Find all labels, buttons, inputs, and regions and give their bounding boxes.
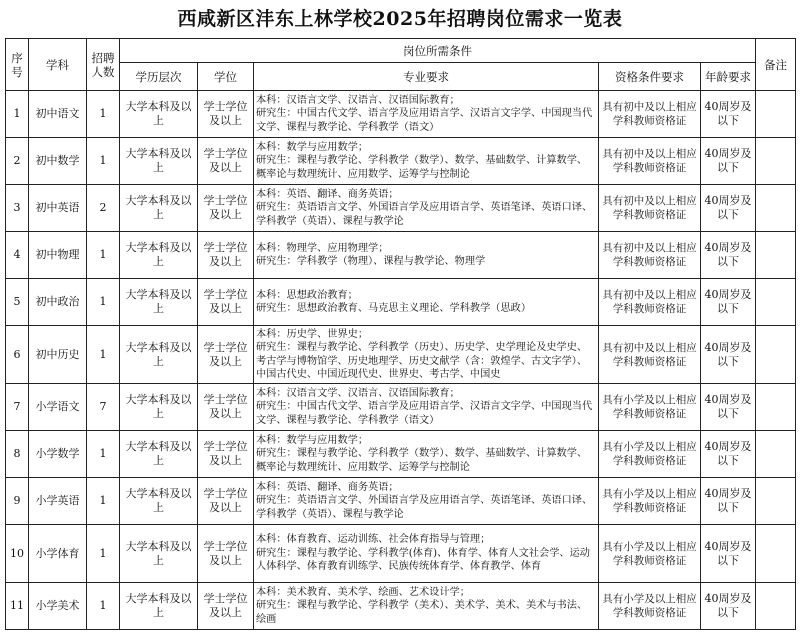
row-count: 1 <box>87 525 120 583</box>
major-line: 本科：数学与应用数学； <box>256 434 369 446</box>
header-count: 招聘人数 <box>87 39 120 91</box>
row-education: 大学本科及以上 <box>120 583 198 630</box>
row-subject: 初中历史 <box>29 326 87 384</box>
row-education: 大学本科及以上 <box>120 185 198 232</box>
table-row <box>6 583 796 630</box>
row-subject: 小学体育 <box>29 525 87 583</box>
major-line: 本科：体育教育、运动训练、社会体育指导与管理； <box>256 534 491 546</box>
row-count: 1 <box>87 232 120 279</box>
header-seq: 序号 <box>6 39 29 91</box>
row-seq: 1 <box>6 91 29 138</box>
row-education: 大学本科及以上 <box>120 525 198 583</box>
table-body <box>6 91 796 630</box>
row-major <box>254 583 599 630</box>
table-row <box>6 525 796 583</box>
row-education: 大学本科及以上 <box>120 431 198 478</box>
row-seq: 5 <box>6 279 29 326</box>
row-subject: 初中政治 <box>29 279 87 326</box>
row-qualification: 具有小学及以上相应学科教师资格证 <box>599 583 701 630</box>
row-remark <box>756 279 796 326</box>
row-seq: 10 <box>6 525 29 583</box>
row-seq: 9 <box>6 478 29 525</box>
row-major <box>254 326 599 384</box>
row-education: 大学本科及以上 <box>120 478 198 525</box>
major-line: 研究生：课程与教学论、学科教学（数学）、数学、基础数学、计算数学、概率论与数理统计、应用数学、运筹学与控制论 <box>256 448 588 473</box>
major-line: 研究生：课程与教学论、学科教学（美术）、美术学、美术、美术与书法、绘画 <box>256 600 588 625</box>
header-remark: 备注 <box>756 39 796 91</box>
row-remark <box>756 525 796 583</box>
row-education: 大学本科及以上 <box>120 138 198 185</box>
row-age: 40周岁及以下 <box>701 384 756 431</box>
header-subject: 学科 <box>29 39 87 91</box>
row-remark <box>756 326 796 384</box>
major-line: 研究生：中国古代文学、语言学及应用语言学、汉语言文字学、中国现当代文学、课程与教学论、学科教学（语文） <box>256 108 593 133</box>
row-degree: 学士学位及以上 <box>198 478 254 525</box>
row-remark <box>756 185 796 232</box>
row-remark <box>756 384 796 431</box>
row-degree: 学士学位及以上 <box>198 525 254 583</box>
major-line: 研究生：学科教学（物理）、课程与教学论、物理学 <box>256 256 486 267</box>
row-subject: 小学美术 <box>29 583 87 630</box>
major-line: 本科：数学与应用数学； <box>256 141 369 153</box>
row-major <box>254 279 599 326</box>
row-age: 40周岁及以下 <box>701 279 756 326</box>
table-row <box>6 326 796 384</box>
major-line: 研究生：课程与教学论、学科教学（数学）、数学、基础数学、计算数学、概率论与数理统计、应用数学、运筹学与控制论 <box>256 155 588 180</box>
row-degree: 学士学位及以上 <box>198 232 254 279</box>
table-row <box>6 232 796 279</box>
table-row <box>6 185 796 232</box>
row-degree: 学士学位及以上 <box>198 583 254 630</box>
row-count: 1 <box>87 478 120 525</box>
row-count: 1 <box>87 326 120 384</box>
row-seq: 4 <box>6 232 29 279</box>
row-count: 1 <box>87 279 120 326</box>
header-degree: 学位 <box>198 63 254 91</box>
table-row <box>6 91 796 138</box>
major-line: 本科：汉语言文学、汉语言、汉语国际教育； <box>256 94 460 106</box>
row-count: 7 <box>87 384 120 431</box>
table-row <box>6 431 796 478</box>
row-count: 1 <box>87 431 120 478</box>
row-subject: 初中数学 <box>29 138 87 185</box>
row-education: 大学本科及以上 <box>120 279 198 326</box>
row-qualification: 具有小学及以上相应学科教师资格证 <box>599 478 701 525</box>
row-major <box>254 185 599 232</box>
row-degree: 学士学位及以上 <box>198 185 254 232</box>
table-row <box>6 478 796 525</box>
row-qualification: 具有小学及以上相应学科教师资格证 <box>599 525 701 583</box>
major-line: 本科：历史学、世界史； <box>256 328 369 340</box>
major-line: 研究生：中国古代文学、语言学及应用语言学、汉语言文字学、中国现当代文学、课程与教学论、学科教学（语文） <box>256 401 593 426</box>
row-subject: 初中物理 <box>29 232 87 279</box>
row-seq: 7 <box>6 384 29 431</box>
row-age: 40周岁及以下 <box>701 478 756 525</box>
row-qualification: 具有初中及以上相应学科教师资格证 <box>599 232 701 279</box>
row-remark <box>756 431 796 478</box>
row-seq: 11 <box>6 583 29 630</box>
row-age: 40周岁及以下 <box>701 583 756 630</box>
row-qualification: 具有初中及以上相应学科教师资格证 <box>599 185 701 232</box>
table-row <box>6 279 796 326</box>
row-degree: 学士学位及以上 <box>198 91 254 138</box>
row-seq: 6 <box>6 326 29 384</box>
row-major <box>254 525 599 583</box>
major-line: 本科：英语、翻译、商务英语； <box>256 481 399 493</box>
row-education: 大学本科及以上 <box>120 326 198 384</box>
row-seq: 2 <box>6 138 29 185</box>
row-remark <box>756 478 796 525</box>
row-degree: 学士学位及以上 <box>198 138 254 185</box>
row-education: 大学本科及以上 <box>120 91 198 138</box>
row-subject: 初中语文 <box>29 91 87 138</box>
row-degree: 学士学位及以上 <box>198 326 254 384</box>
row-degree: 学士学位及以上 <box>198 384 254 431</box>
major-line: 本科：思想政治教育； <box>256 289 358 301</box>
row-qualification: 具有初中及以上相应学科教师资格证 <box>599 326 701 384</box>
row-count: 1 <box>87 583 120 630</box>
row-subject: 小学数学 <box>29 431 87 478</box>
row-subject: 小学英语 <box>29 478 87 525</box>
recruitment-table <box>5 38 796 630</box>
row-education: 大学本科及以上 <box>120 232 198 279</box>
major-line: 本科：汉语言文学、汉语言、汉语国际教育； <box>256 387 460 399</box>
row-count: 2 <box>87 185 120 232</box>
table-row <box>6 384 796 431</box>
row-qualification: 具有小学及以上相应学科教师资格证 <box>599 384 701 431</box>
page-title: 西咸新区沣东上林学校2025年招聘岗位需求一览表 <box>177 8 623 30</box>
major-line: 本科：美术教育、美术学、绘画、艺术设计学； <box>256 586 470 598</box>
row-seq: 8 <box>6 431 29 478</box>
header-education: 学历层次 <box>120 63 198 91</box>
row-major <box>254 478 599 525</box>
row-remark <box>756 91 796 138</box>
row-age: 40周岁及以下 <box>701 232 756 279</box>
table-row <box>6 138 796 185</box>
row-education: 大学本科及以上 <box>120 384 198 431</box>
row-degree: 学士学位及以上 <box>198 279 254 326</box>
row-age: 40周岁及以下 <box>701 525 756 583</box>
header-age: 年龄要求 <box>701 63 756 91</box>
row-major <box>254 384 599 431</box>
row-age: 40周岁及以下 <box>701 91 756 138</box>
header-qualification: 资格条件要求 <box>599 63 701 91</box>
row-degree: 学士学位及以上 <box>198 431 254 478</box>
major-line: 研究生：课程与教学论、学科教学(体育)、体育学、体育人文社会学、运动人体科学、体育教育训练学、民族传统体育学、体育教学、体育 <box>256 547 590 573</box>
row-seq: 3 <box>6 185 29 232</box>
row-qualification: 具有初中及以上相应学科教师资格证 <box>599 91 701 138</box>
row-age: 40周岁及以下 <box>701 326 756 384</box>
row-major <box>254 138 599 185</box>
major-line: 本科：英语、翻译、商务英语； <box>256 188 399 200</box>
row-major <box>254 431 599 478</box>
row-major <box>254 91 599 138</box>
major-line: 研究生：英语语言文学、外国语言学及应用语言学、英语笔译、英语口译、学科教学（英语）、课程与教学论 <box>256 495 593 520</box>
row-qualification: 具有初中及以上相应学科教师资格证 <box>599 279 701 326</box>
major-line: 研究生：课程与教学论、学科教学（历史）、历史学、史学理论及史学史、考古学与博物馆学、历史地理学、历史文献学（含：敦煌学、古文字学）、中国古代史、中国近现代史、世界史、考古学、中国史 <box>256 342 588 380</box>
row-qualification: 具有小学及以上相应学科教师资格证 <box>599 431 701 478</box>
header-group: 岗位所需条件 <box>120 39 756 63</box>
major-line: 研究生：思想政治教育、马克思主义理论、学科教学（思政） <box>256 303 532 314</box>
row-count: 1 <box>87 91 120 138</box>
row-age: 40周岁及以下 <box>701 431 756 478</box>
row-count: 1 <box>87 138 120 185</box>
row-major <box>254 232 599 279</box>
row-age: 40周岁及以下 <box>701 185 756 232</box>
row-qualification: 具有初中及以上相应学科教师资格证 <box>599 138 701 185</box>
major-line: 本科：物理学、应用物理学； <box>256 242 389 254</box>
header-major: 专业要求 <box>254 63 599 91</box>
row-remark <box>756 138 796 185</box>
row-subject: 小学语文 <box>29 384 87 431</box>
row-age: 40周岁及以下 <box>701 138 756 185</box>
row-subject: 初中英语 <box>29 185 87 232</box>
row-remark <box>756 232 796 279</box>
major-line: 研究生：英语语言文学、外国语言学及应用语言学、英语笔译、英语口译、学科教学（英语）、课程与教学论 <box>256 202 593 227</box>
row-remark <box>756 583 796 630</box>
